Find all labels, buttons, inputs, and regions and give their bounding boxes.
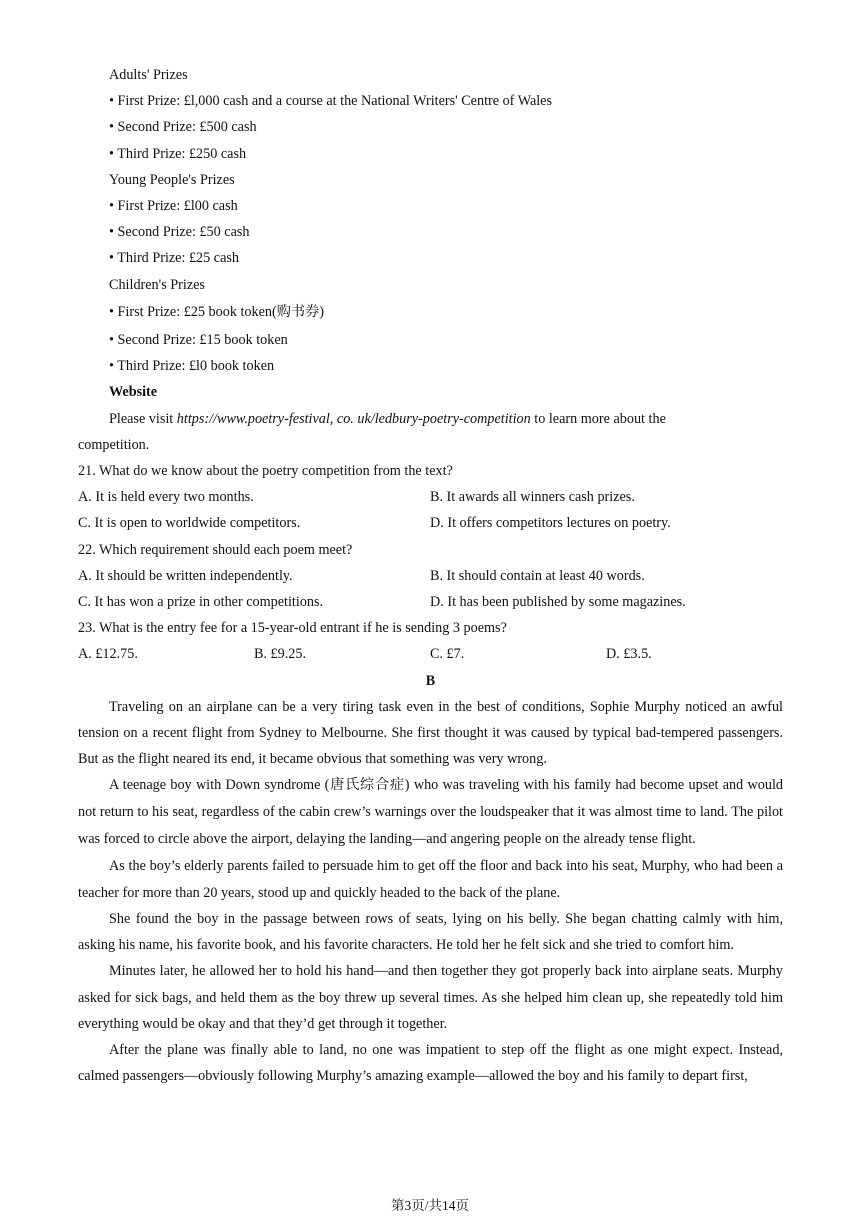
website-text-continued: competition. — [78, 436, 150, 453]
website-heading: Website — [109, 384, 158, 401]
website-text-after: to learn more about the — [530, 410, 666, 427]
q21-option-a: A. It is held every two months. — [78, 489, 254, 506]
q22-option-c: C. It has won a prize in other competitions. — [78, 594, 324, 611]
adults-prizes-heading: Adults' Prizes — [109, 67, 188, 83]
adults-third-prize: • Third Prize: £250 cash — [109, 145, 247, 162]
q22-option-d: D. It has been published by some magazines. — [430, 594, 686, 611]
q23-option-c: C. £7. — [430, 646, 465, 663]
young-second-prize: • Second Prize: £50 cash — [109, 224, 250, 241]
children-first-prize: • First Prize: £25 book token(购书券) — [109, 303, 325, 320]
q23-option-b: B. £9.25. — [254, 646, 307, 663]
young-third-prize: • Third Prize: £25 cash — [109, 250, 240, 267]
question-21-options-row-2 — [78, 510, 783, 536]
children-prizes-heading: Children's Prizes — [109, 276, 205, 293]
q23-option-a: A. £12.75. — [78, 646, 138, 663]
children-second-prize: • Second Prize: £15 book token — [109, 332, 288, 349]
website-url: https://www.poetry-festival, co. uk/ledbury-poetry-competition — [176, 410, 531, 427]
q21-option-d: D. It offers competitors lectures on poetry. — [430, 515, 671, 532]
adults-first-prize: • First Prize: £l,000 cash and a course at the National Writers' Centre of Wales — [109, 93, 553, 110]
document-page — [78, 62, 783, 1089]
q23-option-d: D. £3.5. — [606, 646, 652, 663]
passage-paragraph: Traveling on an airplane can be a very tiring task even in the best of conditions, Sophie Murphy noticed an awful tension on a recent flight from Sydney to Melbourne. She first thought it was caused by typical bad-tempered passengers. But as the flight neared its end, it became obvious that something was very wrong. — [78, 698, 783, 768]
passage-paragraph: After the plane was finally able to land, no one was impatient to step off the flight as one might expect. Instead, calmed passengers—obviously following Murphy’s amazing example—allowed the boy and his family to depart first, — [78, 1041, 783, 1085]
question-22-options-row-2 — [78, 589, 783, 615]
question-21-stem: 21. What do we know about the poetry competition from the text? — [78, 463, 453, 480]
adults-second-prize: • Second Prize: £500 cash — [109, 119, 257, 136]
page-footer: 第3页/共14页 — [390, 1198, 469, 1213]
question-23-options — [78, 641, 783, 667]
question-21-options-row-1 — [78, 484, 783, 510]
website-text — [78, 406, 783, 432]
passage-paragraph: Minutes later, he allowed her to hold his hand—and then together they got properly back into airplane seats. Murphy asked for sick bags, and held them as the boy threw up several times. As she helped him clean up, she repeatedly told him everything would be okay and that they’d get through it together. — [78, 963, 783, 1032]
q21-option-b: B. It awards all winners cash prizes. — [430, 489, 635, 506]
young-first-prize: • First Prize: £l00 cash — [109, 198, 238, 215]
children-third-prize: • Third Prize: £l0 book token — [109, 358, 275, 375]
section-b-heading: B — [425, 672, 436, 689]
q22-option-a: A. It should be written independently. — [78, 567, 293, 584]
young-prizes-heading: Young People's Prizes — [109, 171, 235, 188]
website-text-before: Please visit — [109, 410, 177, 427]
passage-paragraph: As the boy’s elderly parents failed to persuade him to get off the floor and back into his seat, Murphy, who had been a teacher for more than 20 years, stood up and quickly headed to the back of the plane. — [78, 858, 783, 901]
passage-paragraph: A teenage boy with Down syndrome (唐氏综合症) who was traveling with his family had become upset and would not return to his seat, regardless of the cabin crew’s warnings over the loudspeaker that it was almost time to land. The pilot was forced to circle above the airport, delaying the landing—and angering people on the already tense flight. — [78, 777, 783, 848]
question-23-stem: 23. What is the entry fee for a 15-year-old entrant if he is sending 3 poems? — [78, 620, 507, 637]
q22-option-b: B. It should contain at least 40 words. — [430, 567, 645, 584]
q21-option-c: C. It is open to worldwide competitors. — [78, 515, 301, 532]
question-22-stem: 22. Which requirement should each poem meet? — [78, 541, 353, 558]
question-22-options-row-1 — [78, 563, 783, 589]
passage-paragraph: She found the boy in the passage between rows of seats, lying on his belly. She began chatting calmly with him, asking his name, his favorite book, and his favorite characters. He told her he felt sick and she tried to comfort him. — [78, 910, 783, 954]
